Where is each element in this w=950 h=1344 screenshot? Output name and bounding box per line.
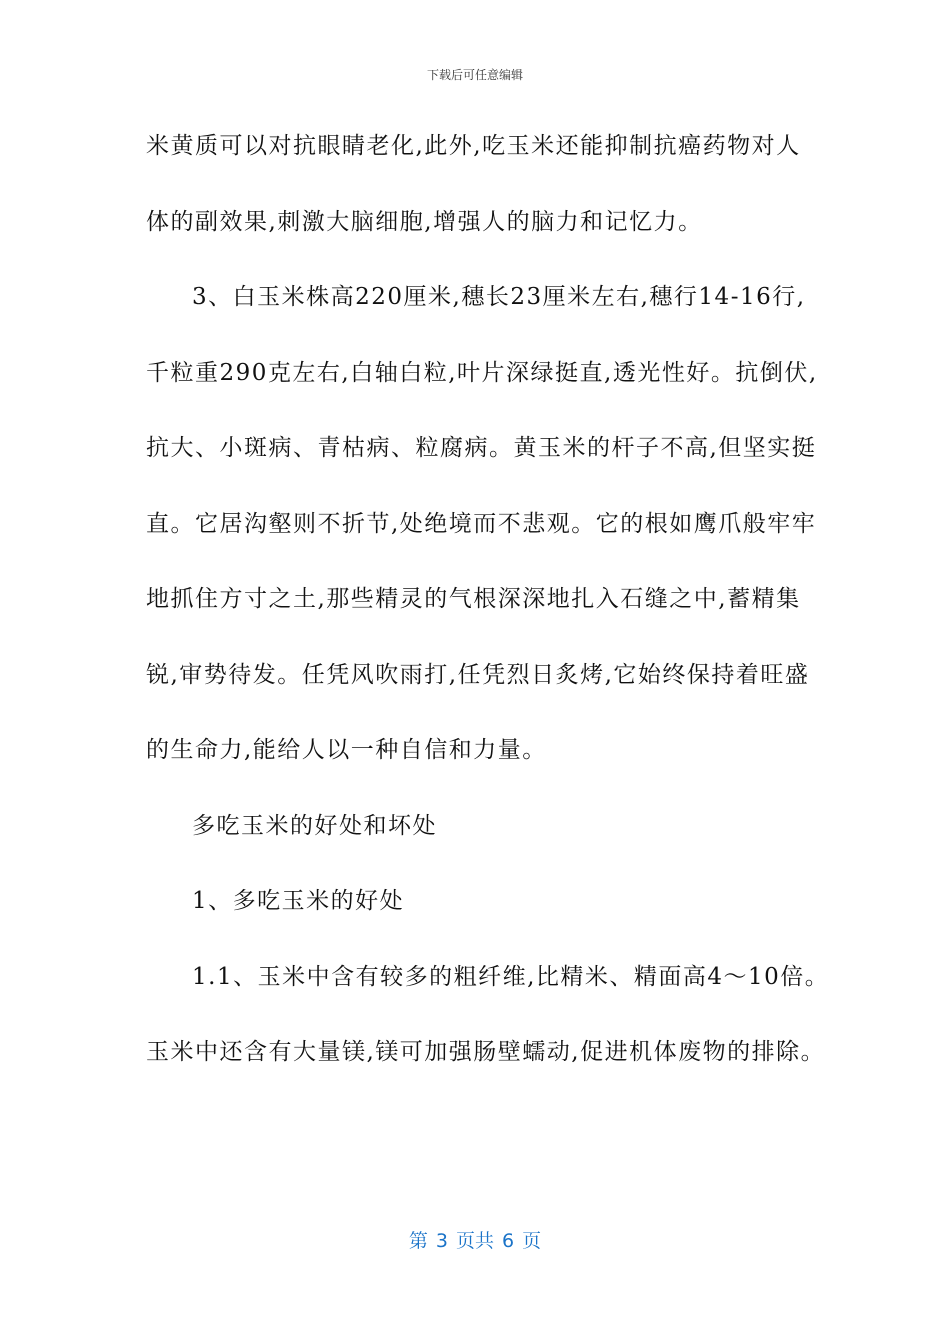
document-body [146,126,830,1108]
text-line: 直。它居沟壑则不折节,处绝境而不悲观。它的根如鹰爪般牢牢 [146,510,817,537]
text-line: 玉米中还含有大量镁,镁可加强肠壁蠕动,促进机体废物的排除。 [146,1039,826,1065]
footer-current-page: 3 [435,1230,448,1252]
text-line: 体的副效果,刺激大脑细胞,增强人的脑力和记忆力。 [146,208,703,235]
text-line: 锐,审势待发。任凭风吹雨打,任凭烈日炙烤,它始终保持着旺盛 [146,661,810,688]
text-line: 米黄质可以对抗眼睛老化,此外,吃玉米还能抑制抗癌药物对人 [146,133,801,159]
footer-total-pages: 6 [502,1230,515,1252]
header-note: 下载后可任意编辑 [426,68,523,82]
text-line: 地抓住方寸之土,那些精灵的气根深深地扎入石缝之中,蓄精集 [146,586,801,612]
text-line: 抗大、小斑病、青枯病、粒腐病。黄玉米的杆子不高,但坚实挺 [146,435,817,461]
subsection-heading: 1、多吃玉米的好处 [192,888,405,914]
footer-middle: 页共 [455,1230,494,1252]
section-heading: 多吃玉米的好处和坏处 [192,812,437,839]
text-line: 的生命力,能给人以一种自信和力量。 [146,737,547,763]
text-line: 千粒重290克左右,白轴白粒,叶片深绿挺直,透光性好。抗倒伏, [146,359,818,386]
footer-prefix: 第 [408,1230,428,1252]
text-line: 1.1、玉米中含有较多的粗纤维,比精米、精面高4～10倍。 [192,963,830,990]
text-line: 3、白玉米株高220厘米,穗长23厘米左右,穗行14-16行, [192,284,806,310]
page-footer [0,1226,950,1253]
footer-suffix: 页 [522,1230,542,1252]
